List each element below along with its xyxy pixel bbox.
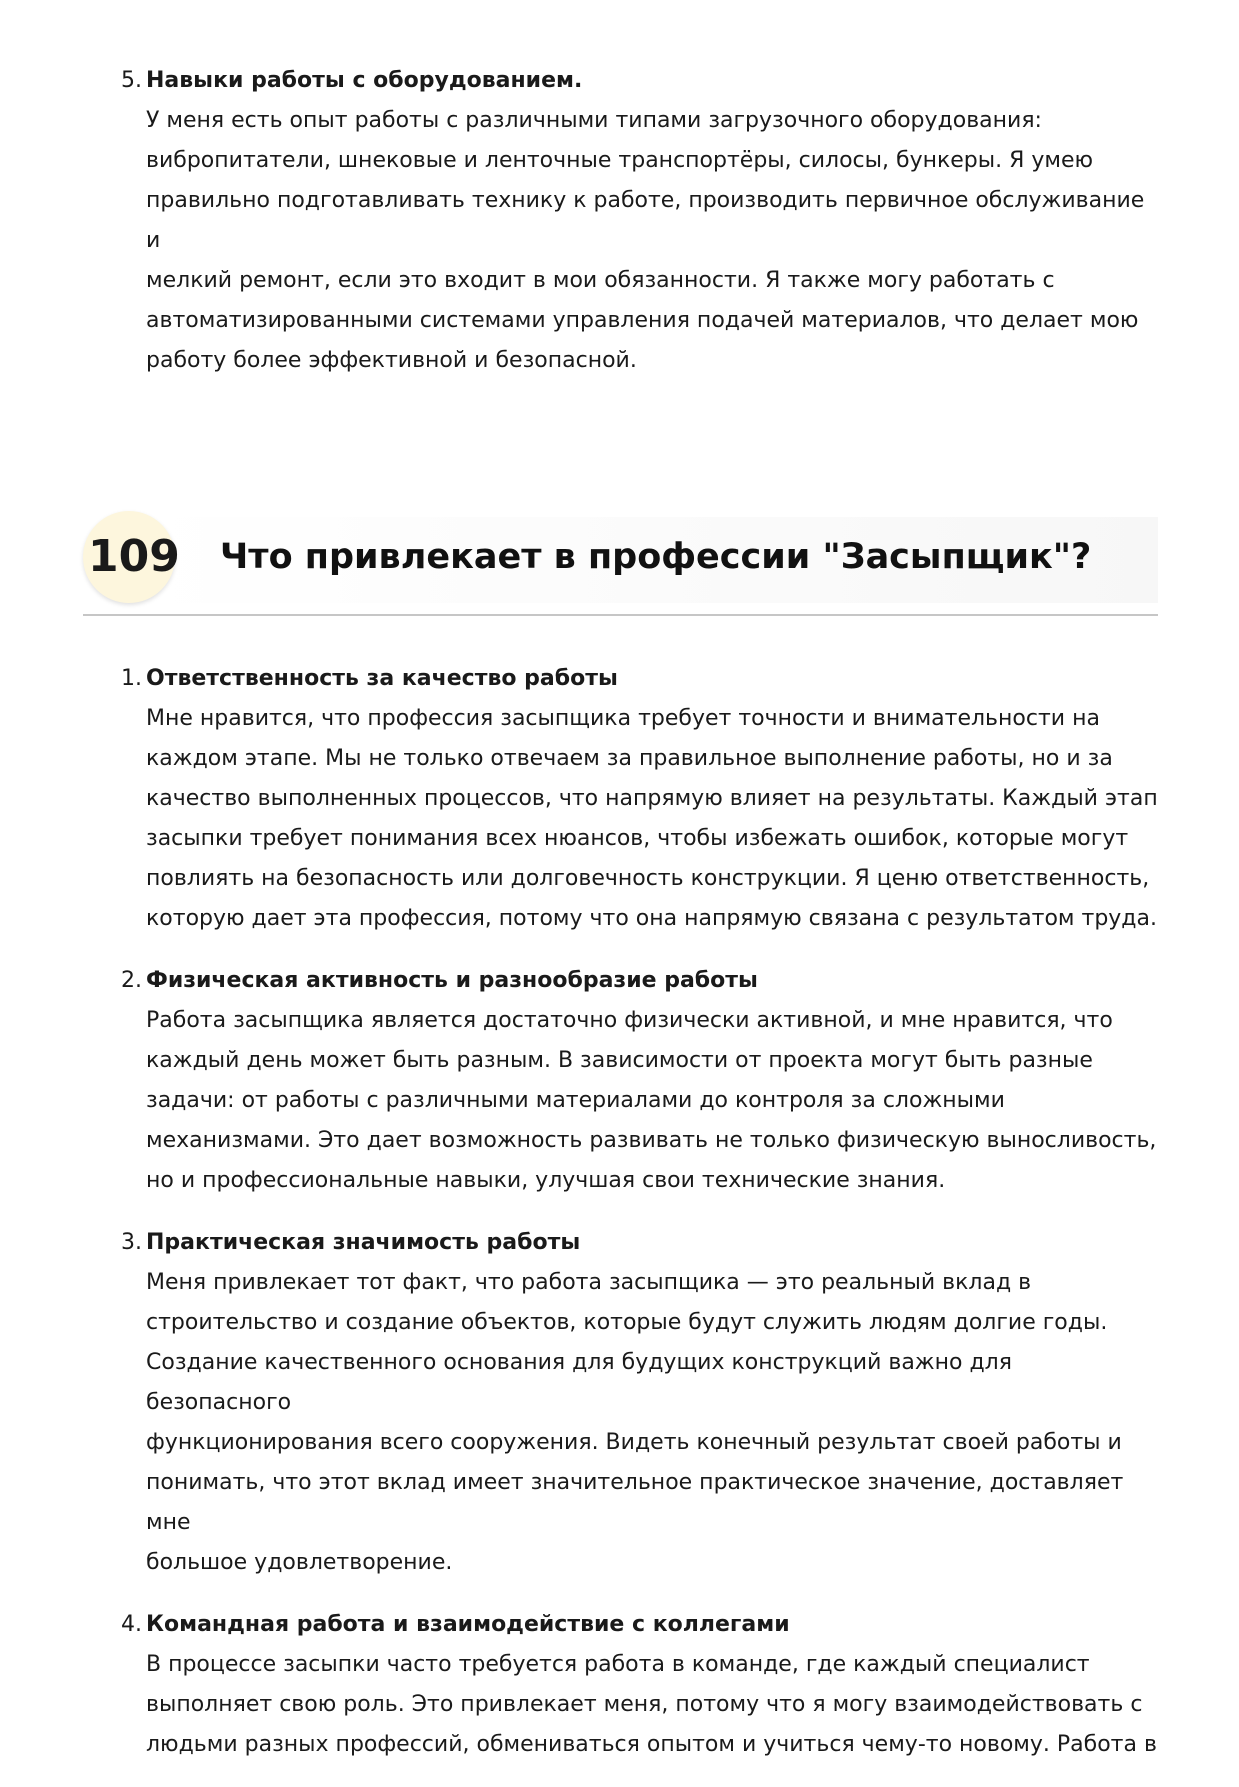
item-body	[146, 1645, 1159, 1765]
item-body	[146, 699, 1159, 939]
item-number: 2.	[121, 968, 142, 993]
item-line: механизмами. Это дает возможность развивать не только физическую выносливость,	[146, 1128, 1157, 1153]
item-title: Практическая значимость работы	[146, 1230, 581, 1255]
item-body	[146, 101, 1159, 381]
item-line: строительство и создание объектов, которые будут служить людям долгие годы.	[146, 1310, 1108, 1335]
item-line: функционирования всего сооружения. Видеть конечный результат своей работы и	[146, 1430, 1122, 1455]
item-line: мелкий ремонт, если это входит в мои обязанности. Я также могу работать с	[146, 268, 1055, 293]
item-line: понимать, что этот вклад имеет значительное практическое значение, доставляет мне	[146, 1470, 1124, 1535]
item-number: 5.	[121, 68, 142, 93]
list-item	[0, 61, 1239, 381]
section-number: 109	[88, 531, 180, 582]
section-header	[83, 511, 1158, 621]
list-item	[0, 1223, 1239, 1583]
section-divider	[83, 614, 1158, 616]
item-line: людьми разных профессий, обмениваться опытом и учиться чему-то новому. Работа в	[146, 1732, 1157, 1757]
item-line: которую дает эта профессия, потому что она напрямую связана с результатом труда.	[146, 906, 1157, 931]
item-body	[146, 1001, 1159, 1201]
item-line: работу более эффективной и безопасной.	[146, 348, 637, 373]
item-line: задачи: от работы с различными материалами до контроля за сложными	[146, 1088, 1005, 1113]
item-body	[146, 1263, 1159, 1583]
item-number: 1.	[121, 666, 142, 691]
item-line: качество выполненных процессов, что напрямую влияет на результаты. Каждый этап	[146, 786, 1158, 811]
item-title: Командная работа и взаимодействие с коллегами	[146, 1612, 790, 1637]
item-line: Меня привлекает тот факт, что работа засыпщика — это реальный вклад в	[146, 1270, 1032, 1295]
item-line: Мне нравится, что профессия засыпщика требует точности и внимательности на	[146, 706, 1100, 731]
item-line: В процессе засыпки часто требуется работа в команде, где каждый специалист	[146, 1652, 1090, 1677]
item-line: У меня есть опыт работы с различными типами загрузочного оборудования:	[146, 108, 1042, 133]
item-line: автоматизированными системами управления подачей материалов, что делает мою	[146, 308, 1139, 333]
list-item	[0, 659, 1239, 939]
previous-answer-list	[0, 61, 1239, 403]
item-line: повлиять на безопасность или долговечность конструкции. Я ценю ответственность,	[146, 866, 1150, 891]
item-line: каждый день может быть разным. В зависимости от проекта могут быть разные	[146, 1048, 1093, 1073]
section-title: Что привлекает в профессии "Засыпщик"?	[220, 537, 1092, 577]
item-line: Создание качественного основания для будущих конструкций важно для безопасного	[146, 1350, 1012, 1415]
item-line: но и профессиональные навыки, улучшая свои технические знания.	[146, 1168, 946, 1193]
item-title: Навыки работы с оборудованием.	[146, 68, 583, 93]
item-line: выполняет свою роль. Это привлекает меня, потому что я могу взаимодействовать с	[146, 1692, 1143, 1717]
item-title: Ответственность за качество работы	[146, 666, 618, 691]
item-line: каждом этапе. Мы не только отвечаем за правильное выполнение работы, но и за	[146, 746, 1113, 771]
item-number: 3.	[121, 1230, 142, 1255]
item-line: правильно подготавливать технику к работе, производить первичное обслуживание и	[146, 188, 1145, 253]
item-title: Физическая активность и разнообразие работы	[146, 968, 758, 993]
item-line: Работа засыпщика является достаточно физически активной, и мне нравится, что	[146, 1008, 1113, 1033]
list-item	[0, 961, 1239, 1201]
item-line: большое удовлетворение.	[146, 1550, 453, 1575]
item-line: засыпки требует понимания всех нюансов, чтобы избежать ошибок, которые могут	[146, 826, 1129, 851]
answer-list	[0, 659, 1239, 1787]
list-item	[0, 1605, 1239, 1765]
item-line: вибропитатели, шнековые и ленточные транспортёры, силосы, бункеры. Я умею	[146, 148, 1094, 173]
item-number: 4.	[121, 1612, 142, 1637]
